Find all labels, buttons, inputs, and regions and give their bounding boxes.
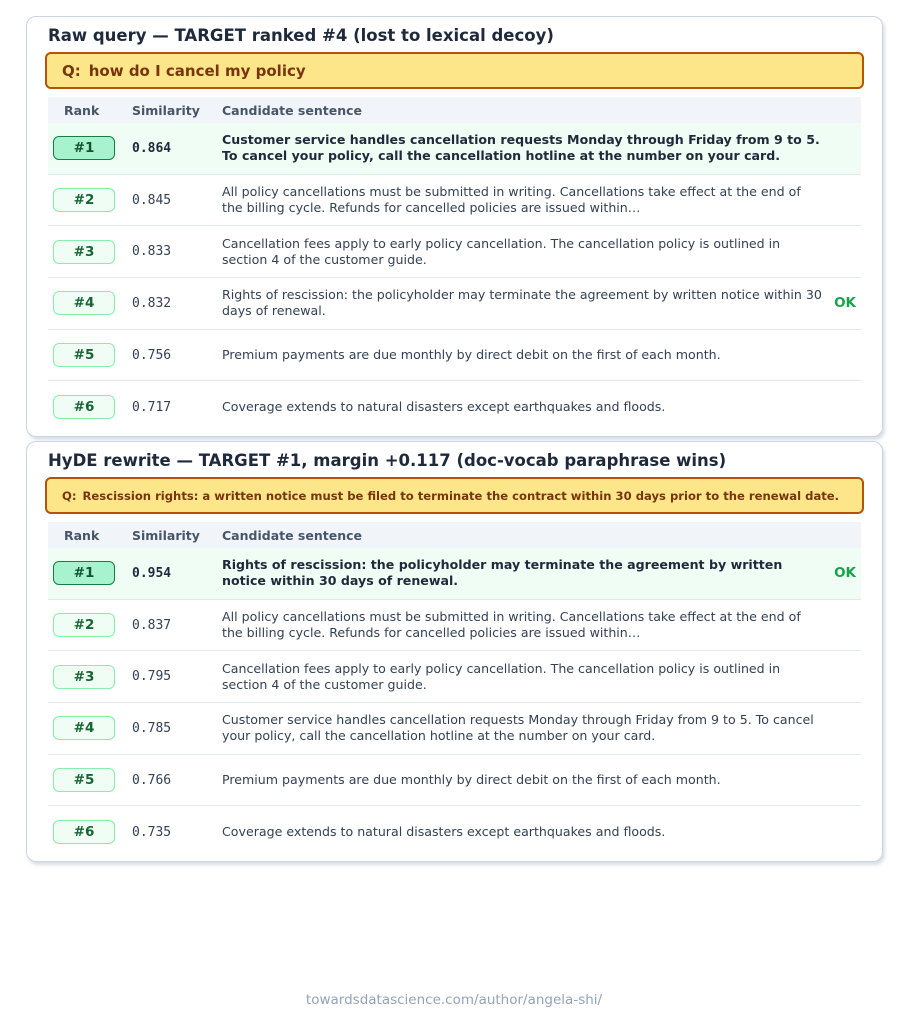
rank-badge: #4 — [53, 716, 115, 740]
table-row — [48, 175, 861, 227]
candidate-sentence: Coverage extends to natural disasters except earthquakes and floods. — [222, 399, 666, 415]
query-prefix: Q: — [62, 61, 81, 80]
table-row — [48, 806, 861, 858]
hyde-rewrite-panel — [26, 441, 883, 862]
panel-title: HyDE rewrite — TARGET #1, margin +0.117 (doc-vocab paraphrase wins) — [48, 451, 727, 470]
rank-badge: #2 — [53, 613, 115, 637]
results-table — [48, 97, 861, 433]
similarity-score: 0.785 — [132, 720, 172, 736]
source-footer: towardsdatascience.com/author/angela-shi/ — [305, 992, 603, 1008]
table-row — [48, 226, 861, 278]
rank-badge: #2 — [53, 188, 115, 212]
candidate-sentence: Rights of rescission: the policyholder may terminate the agreement by written notice within 30 days of renewal. — [222, 287, 822, 319]
ok-tag: OK — [834, 295, 856, 312]
table-row — [48, 703, 861, 755]
similarity-score: 0.837 — [132, 617, 172, 633]
rank-badge: #6 — [53, 395, 115, 419]
similarity-score: 0.766 — [132, 772, 172, 788]
rank-badge: #3 — [53, 240, 115, 264]
candidate-sentence: Cancellation fees apply to early policy cancellation. The cancellation policy is outlined in section 4 of the customer guide. — [222, 235, 781, 267]
similarity-score: 0.832 — [132, 295, 172, 311]
table-header — [48, 522, 861, 548]
rank-badge: #6 — [53, 820, 115, 844]
table-row — [48, 278, 861, 330]
rank-badge: #4 — [53, 291, 115, 315]
candidate-sentence: Premium payments are due monthly by direct debit on the first of each month. — [222, 346, 721, 362]
candidate-sentence: Cancellation fees apply to early policy cancellation. The cancellation policy is outlined in section 4 of the customer guide. — [222, 660, 781, 692]
similarity-score: 0.795 — [132, 669, 172, 685]
table-row — [48, 651, 861, 703]
rank-badge: #1 — [53, 136, 115, 160]
candidate-sentence: All policy cancellations must be submitted in writing. Cancellations take effect at the end of the billing cycle. Refunds for cancelled policies are issued within… — [222, 608, 801, 641]
column-header-candidate: Candidate sentence — [222, 102, 362, 118]
candidate-sentence: Rights of rescission: the policyholder may terminate the agreement by written notice within 30 days of renewal. — [222, 557, 783, 589]
candidate-sentence: Customer service handles cancellation requests Monday through Friday from 9 to 5. To cancel your policy, call the cancellation hotline at the number on your card. — [222, 132, 820, 164]
similarity-score: 0.833 — [132, 244, 172, 260]
query-box — [45, 477, 864, 514]
similarity-score: 0.717 — [132, 399, 172, 415]
similarity-score: 0.735 — [132, 824, 172, 840]
table-row — [48, 330, 861, 382]
rank-badge: #5 — [53, 343, 115, 367]
rank-badge: #3 — [53, 665, 115, 689]
table-row — [48, 548, 861, 600]
column-header-similarity: Similarity — [132, 102, 200, 118]
column-header-candidate: Candidate sentence — [222, 527, 362, 543]
similarity-score: 0.756 — [132, 347, 172, 363]
results-table — [48, 522, 861, 858]
rank-badge: #1 — [53, 561, 115, 585]
candidate-sentence: All policy cancellations must be submitted in writing. Cancellations take effect at the end of the billing cycle. Refunds for cancelled policies are issued within… — [222, 183, 801, 216]
query-text: Rescission rights: a written notice must be filed to terminate the contract within 30 days prior to the renewal date. — [82, 488, 840, 503]
column-header-rank: Rank — [64, 527, 100, 543]
table-row — [48, 381, 861, 433]
panel-title: Raw query — TARGET ranked #4 (lost to lexical decoy) — [48, 26, 554, 45]
candidate-sentence: Customer service handles cancellation requests Monday through Friday from 9 to 5. To cancel your policy, call the cancellation hotline at the number on your card. — [222, 712, 814, 744]
table-row — [48, 123, 861, 175]
raw-query-panel — [26, 16, 883, 437]
candidate-sentence: Coverage extends to natural disasters except earthquakes and floods. — [222, 824, 666, 840]
ok-tag: OK — [834, 565, 856, 582]
table-header — [48, 97, 861, 123]
similarity-score: 0.864 — [132, 140, 172, 156]
similarity-score: 0.845 — [132, 192, 172, 208]
candidate-sentence: Premium payments are due monthly by direct debit on the first of each month. — [222, 771, 721, 787]
query-text: how do I cancel my policy — [88, 61, 306, 80]
query-box — [45, 52, 864, 89]
table-row — [48, 600, 861, 652]
similarity-score: 0.954 — [132, 565, 172, 581]
column-header-rank: Rank — [64, 102, 100, 118]
column-header-similarity: Similarity — [132, 527, 200, 543]
rank-badge: #5 — [53, 768, 115, 792]
table-row — [48, 755, 861, 807]
query-prefix: Q: — [62, 488, 77, 503]
